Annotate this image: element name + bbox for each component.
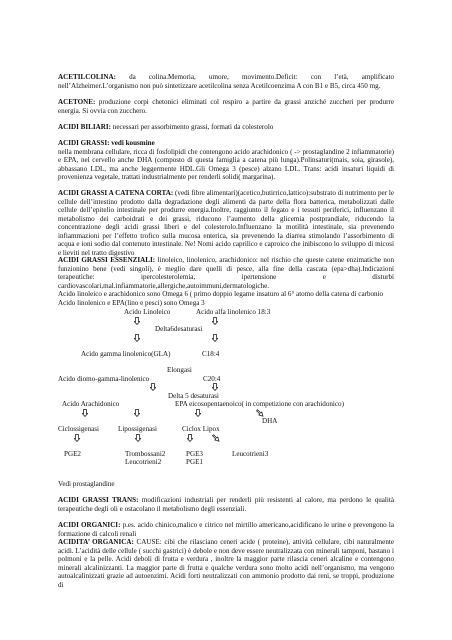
paragraph-organici bbox=[58, 521, 394, 538]
diagram-vedi-prostaglandine: Vedi prostaglandine bbox=[58, 480, 115, 488]
arrow-down-icon bbox=[187, 434, 193, 442]
arrow-down-right-icon bbox=[212, 434, 218, 442]
arrow-down-icon bbox=[74, 434, 80, 442]
diagram-leucotrieni3: Leucotrieni3 bbox=[232, 450, 269, 458]
text-acetone: produzione corpi chetonici eliminati col respiro a partire da grassi anziché zuccheri per produrre energia. Si ovvia con zucchero. bbox=[58, 98, 394, 115]
paragraph-acidita bbox=[58, 538, 394, 589]
diagram-trombossani2: Trombossani2 bbox=[125, 450, 166, 458]
term-acidi-grassi: ACIDI GRASSI: vedi kousmine bbox=[58, 139, 155, 147]
text-acidita: CAUSE: cibi che rilasciano ceneri acide ( proteine), attività cellulare, cibi naturalmente acidi. L’acidità delle cellule ( succhi gastrici) è debole e non deve essere neutralizzata con minerali tamponi, bastano i polmoni e la pelle. Acidi deboli di frutta e verdura , inoltre la maggior parte rilascia ceneri alcaline e contengono minerali alcalinizzanti. La maggior parte di frutta e qualche verdura sono molto acidi nell’organismo, ma vengono autoalcalinizzati grazie ad autoenzimi. Acidi forti neutralizzati con ammonio prodotto dai reni, se troppi, produzione di bbox=[58, 538, 394, 589]
diagram-elongasi: Elongasi bbox=[167, 366, 192, 374]
omega6-line: Acido linoleico e arachidonico sono Omega 6 ( primo doppio legame insaturo al 6° atomo della catena di carbonio bbox=[58, 290, 384, 298]
text-acidi-biliari: necessari per assorbimento grassi, formati da colesterolo bbox=[111, 123, 274, 131]
term-trans: ACIDI GRASSI TRANS: bbox=[58, 496, 139, 504]
arrow-down-icon bbox=[212, 317, 218, 325]
diagram-pge1: PGE1 bbox=[186, 458, 203, 466]
paragraph-acidi-grassi bbox=[58, 139, 394, 182]
omega3-line: Acido linolenico e EPA(lino e pesci) sono Omega 3 bbox=[58, 298, 205, 307]
text-trans: modificazioni industriali per renderli più resistenti al calore, ma perdono le qualità terapeutiche degli oli e ostacolano il metabolismo degli essenziali. bbox=[58, 496, 394, 513]
paragraph-acetone bbox=[58, 98, 394, 115]
diagram-dha: DHA bbox=[262, 417, 278, 425]
paragraph-acidi-biliari bbox=[58, 123, 394, 132]
diagram-leucotrieni2: Leucotrieni2 bbox=[125, 458, 162, 466]
arrow-down-icon bbox=[134, 334, 140, 342]
diagram-delta6: Delta6desaturasi bbox=[155, 325, 203, 333]
term-acetone: ACETONE: bbox=[58, 98, 96, 106]
diagram-c20-4: C20:4 bbox=[203, 375, 221, 383]
arrow-down-right-icon bbox=[256, 409, 262, 417]
paragraph-catena-corta bbox=[58, 189, 394, 257]
diagram-arachidonico: Acido Arachidonico bbox=[62, 400, 120, 408]
term-organici: ACIDI ORGANICI: bbox=[58, 521, 121, 529]
diagram-linoleico: Acido Linoleico bbox=[124, 308, 171, 316]
diagram-gamma-linolenico: Acido gamma linolenico(GLA) bbox=[81, 350, 171, 358]
diagram-pge3: PGE3 bbox=[186, 450, 203, 458]
arrow-down-icon bbox=[134, 317, 140, 325]
arrow-down-icon bbox=[134, 409, 140, 417]
term-acetilcolina: ACETILCOLINA: bbox=[58, 73, 116, 81]
diagram-c18-4: C18:4 bbox=[202, 350, 220, 358]
arrow-down-icon bbox=[212, 334, 218, 342]
arrow-down-icon bbox=[195, 409, 201, 417]
term-essenziali: ACIDI GRASSI ESSENZIALI: bbox=[58, 256, 156, 264]
diagram-epa: EPA eicosopentaenoico( in competizione con arachidonico) bbox=[175, 400, 344, 408]
text-essenziali: linoleico, linolenico, arachidonico: nel rischio che queste catene enzimatiche non funzionino bene (vedi singoli), è meglio dare quelli di pesce, alla fine della cascata (epa>dha).Indicazioni terapeutiche: ipercolesterolemia, ipertensione e disturbi cardiovascolari,mal.infiammatorie,allergiche,autoimmuni,dermatologiche. bbox=[58, 256, 394, 290]
term-acidita: ACIDITA’ ORGANICA: bbox=[58, 538, 134, 546]
diagram-alfa-linolenico: Acido alfa linolenico 18:3 bbox=[196, 308, 271, 316]
diagram-lipossigenasi: Lipossigenasi bbox=[118, 425, 158, 433]
diagram-delta5: Delta 5 desaturasi bbox=[168, 392, 219, 400]
diagram-diomo-gamma: Acido diomo-gamma-linolenico bbox=[58, 375, 150, 383]
diagram-ciclossigenasi: Ciclossigenasi bbox=[58, 425, 99, 433]
arrow-down-icon bbox=[135, 434, 141, 442]
paragraph-trans bbox=[58, 496, 394, 513]
arrow-down-icon bbox=[150, 383, 156, 391]
diagram-ciclox-lipox: Ciclox Lipox bbox=[182, 425, 220, 433]
term-catena-corta: ACIDI GRASSI A CATENA CORTA: bbox=[58, 189, 174, 197]
arrow-down-icon bbox=[212, 383, 218, 391]
text-acidi-grassi: nella membrana cellulare, ricca di fosfolipidi che contengono acido arachidonico ( -> prostaglandine 2 infiammatorie) e EPA, nel cervello anche DHA (composto di questa famiglia a catena più lunga).Polinsaturi(mais, soia, girasole), abbassano LDL, ma anche leggermente HDL.Gli Omega 3 (pesce) alzano LDL. Trans: acidi insaturi liquidi di provenienza vegetale, trattati industrialmente per renderli solidi( margarina). bbox=[58, 147, 394, 181]
arrow-down-icon bbox=[82, 409, 88, 417]
text-acetilcolina: da colina.Memoria, umore, movimento.Deficit: con l’età, amplificato nell’Alzheimer.L’organismo non può sintetizzare acetilcolina senza Acetilcoenzima A con B1 e B5, circa 450 mg. bbox=[58, 73, 394, 90]
term-acidi-biliari: ACIDI BILIARI: bbox=[58, 123, 112, 131]
paragraph-acetilcolina bbox=[58, 73, 394, 90]
text-catena-corta: (vedi fibre alimentari)(acetico,butirrico,lattico):substrato di nutrimento per le cellule dell’intestino prodotto dalla degradazione degli alimenti da parte della flora batterica, metabolizzati dalle cellule dell’epitelio intestinale per produrre energia.Inoltre, raggiunto il fegato e i tessuti periferici, influenzano il metabolismo dei carboidrati e dei grassi, riducono l’aumento della glicemia postprandiale, riducendo la concentrazione degli acidi grassi liberi e del colesterolo.Influenzano la motilità intestinale, sia prevenendo infiammazioni per l’effetto trofico sulla mucosa enterica, sia prevenendo la diarrea stimolando l’assorbimento di acqua e ioni sodio dal contenuto intestinale. Ne! Nomi acido caprilico e caproico che inibiscono lo sviluppo di micosi e lieviti nel tratto digestivo bbox=[58, 189, 394, 257]
diagram-pge2: PGE2 bbox=[64, 450, 81, 458]
text-organici: p.es. acido chinico,malico e citrico nel mirtillo americano,acidificano le urine e prevengono la formazione di calcoli renali bbox=[58, 521, 394, 538]
paragraph-essenziali bbox=[58, 256, 394, 307]
